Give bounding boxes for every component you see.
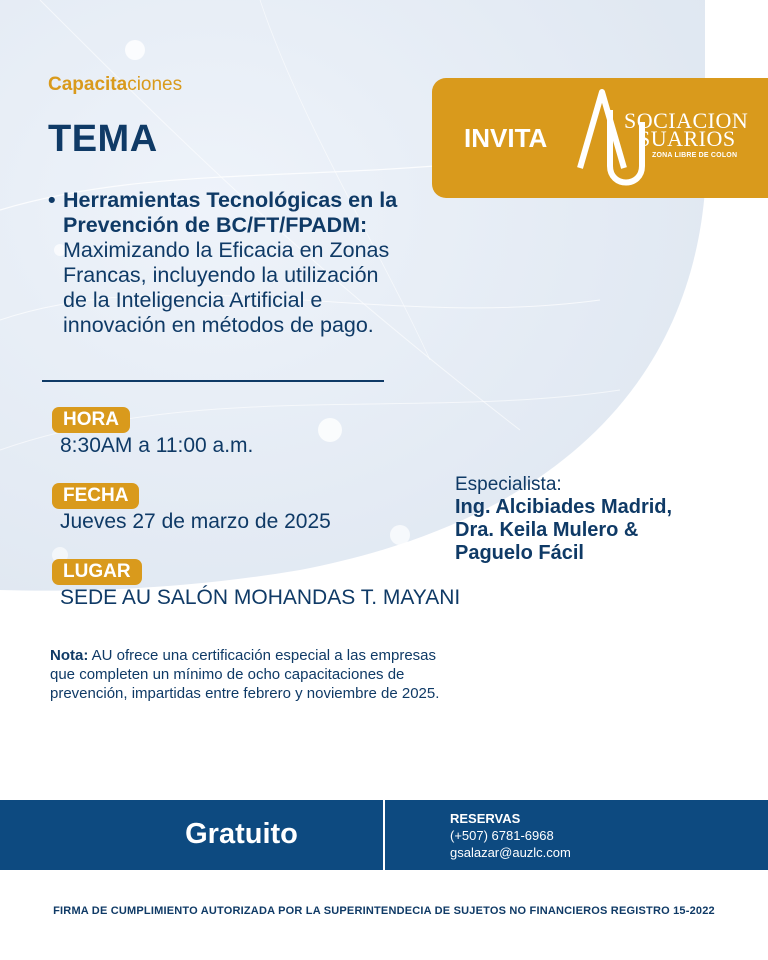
reservas-phone: (+507) 6781-6968 xyxy=(450,828,554,843)
logo-text-line-2: SUARIOS xyxy=(638,126,736,151)
especialista-name-2: Dra. Keila Mulero & xyxy=(455,519,639,541)
topic-line-1: Maximizando la Eficacia en Zonas xyxy=(63,238,390,262)
invita-box xyxy=(432,78,768,198)
especialista-name-3: Paguelo Fácil xyxy=(455,542,584,564)
lugar-value: SEDE AU SALÓN MOHANDAS T. MAYANI xyxy=(60,586,461,609)
fecha-value: Jueves 27 de marzo de 2025 xyxy=(60,510,331,533)
topic-bold-line-2: Prevención de BC/FT/FPADM: xyxy=(63,213,368,237)
reservas-block xyxy=(450,810,571,861)
section-eyebrow xyxy=(48,74,182,96)
logo-text-line-1: SOCIACION xyxy=(624,108,749,133)
band-divider xyxy=(383,800,385,870)
topic-line-2: Francas, incluyendo la utilización xyxy=(63,263,379,287)
bullet-icon: • xyxy=(48,188,56,212)
topic-line-3: de la Inteligencia Artificial e xyxy=(63,288,323,312)
especialista-name-1: Ing. Alcibiades Madrid, xyxy=(455,496,673,518)
hora-tag: HORA xyxy=(52,407,130,433)
divider xyxy=(42,380,384,382)
eyebrow-bold: Capacita xyxy=(48,74,128,95)
hora-value: 8:30AM a 11:00 a.m. xyxy=(60,434,254,457)
especialista-names xyxy=(455,496,755,565)
especialista-label: Especialista: xyxy=(455,474,562,495)
eyebrow-light: ciones xyxy=(127,74,183,95)
topic-block xyxy=(48,188,448,338)
fecha-tag: FECHA xyxy=(52,483,139,509)
nota-label: Nota: xyxy=(50,647,89,664)
nota-block xyxy=(50,646,450,703)
invita-label: INVITA xyxy=(464,123,548,153)
lugar-tag: LUGAR xyxy=(52,559,142,585)
gratuito-label: Gratuito xyxy=(185,818,298,850)
logo-text-line-3: ZONA LIBRE DE COLON xyxy=(652,152,738,159)
reservas-email: gsalazar@auzlc.com xyxy=(450,845,571,860)
footer-text: FIRMA DE CUMPLIMIENTO AUTORIZADA POR LA SUPERINTENDECIA DE SUJETOS NO FINANCIEROS REGISTRO 15-2022 xyxy=(53,905,715,917)
au-logo xyxy=(572,88,752,192)
page-title: TEMA xyxy=(48,118,158,160)
topic-bold-line-1: Herramientas Tecnológicas en la xyxy=(63,188,398,212)
nota-text: AU ofrece una certificación especial a las empresas que completen un mínimo de ocho capacitaciones de prevención, impartidas entre febrero y noviembre de 2025. xyxy=(50,647,440,702)
reservas-title: RESERVAS xyxy=(450,811,521,826)
topic-line-4: innovación en métodos de pago. xyxy=(63,313,374,337)
bottom-band xyxy=(0,800,768,870)
